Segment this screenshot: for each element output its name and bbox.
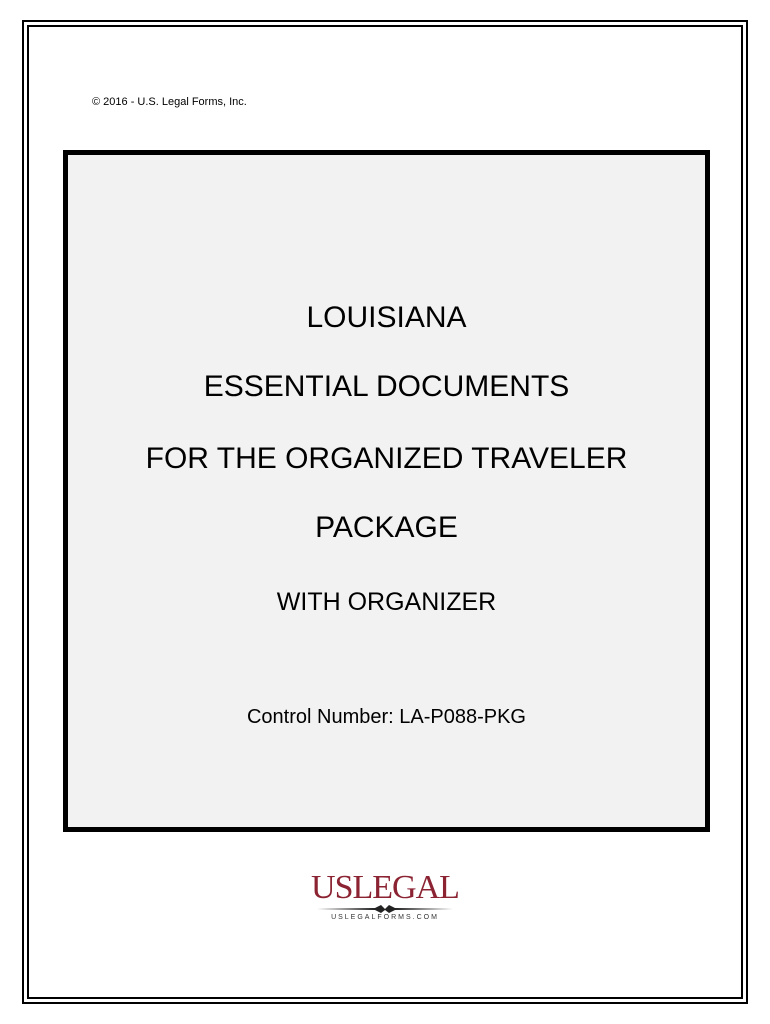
document-title: ESSENTIAL DOCUMENTS	[203, 370, 570, 403]
logo-wordmark: USLEGAL	[311, 869, 459, 906]
cover-title-box	[63, 150, 710, 832]
state-title: LOUISIANA	[306, 301, 467, 334]
copyright-notice: © 2016 - U.S. Legal Forms, Inc.	[92, 96, 247, 108]
logo-url: USLEGALFORMS.COM	[331, 914, 439, 921]
uslegal-logo	[300, 870, 470, 930]
document-subtitle: FOR THE ORGANIZED TRAVELER	[145, 442, 628, 475]
package-title: PACKAGE	[315, 511, 458, 544]
control-number: Control Number: LA-P088-PKG	[246, 706, 526, 728]
organizer-title: WITH ORGANIZER	[276, 588, 497, 616]
